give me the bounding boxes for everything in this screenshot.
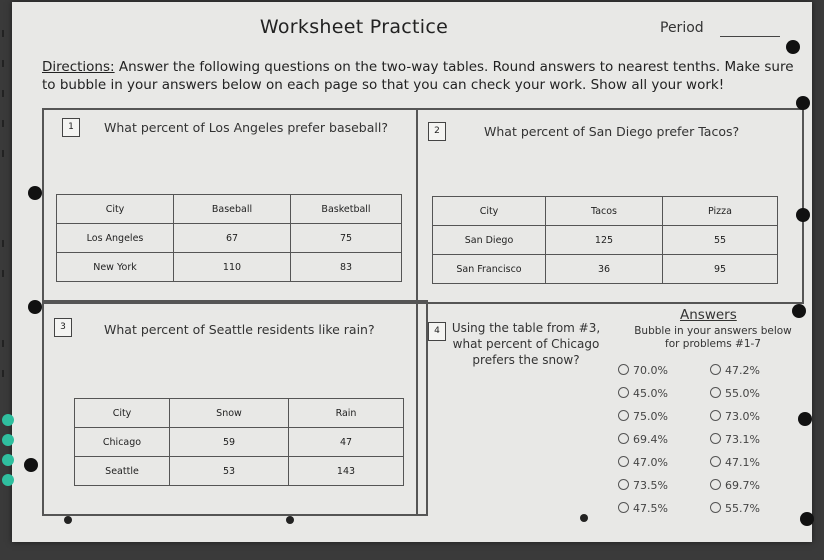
answer-choice[interactable]: 47.0% bbox=[618, 456, 668, 469]
bubble-icon bbox=[618, 364, 629, 375]
answer-choice[interactable]: 73.5% bbox=[618, 479, 668, 492]
table-cell: 67 bbox=[174, 224, 291, 253]
question-3-text: What percent of Seattle residents like rain? bbox=[104, 322, 375, 337]
table-header-row bbox=[433, 197, 778, 226]
directions bbox=[42, 58, 804, 94]
margin-dot bbox=[580, 514, 588, 522]
answer-choice[interactable]: 75.0% bbox=[618, 410, 668, 423]
margin-tick bbox=[2, 120, 4, 127]
directions-label: Directions: bbox=[42, 59, 115, 75]
bubble-icon bbox=[710, 410, 721, 421]
answer-choice[interactable]: 45.0% bbox=[618, 387, 668, 400]
margin-tick bbox=[2, 90, 4, 97]
question-number-4: 4 bbox=[428, 322, 446, 341]
binder-hole bbox=[28, 300, 42, 314]
table-cell: 53 bbox=[170, 457, 289, 486]
table-header-row bbox=[75, 399, 404, 428]
table-cell: Los Angeles bbox=[57, 224, 174, 253]
binder-hole bbox=[796, 96, 810, 110]
table-cell: 110 bbox=[174, 253, 291, 282]
header-cell: Snow bbox=[170, 399, 289, 428]
binder-hole bbox=[798, 412, 812, 426]
answer-choice[interactable]: 73.1% bbox=[710, 433, 760, 446]
bubble-icon bbox=[618, 456, 629, 467]
table-cell: Seattle bbox=[75, 457, 170, 486]
bubble-icon bbox=[710, 456, 721, 467]
margin-dot bbox=[286, 516, 294, 524]
directions-text: Answer the following questions on the two-way tables. Round answers to nearest tenths. Make sure to bubble in your answers below on each page so that you can check your work. Show all your work! bbox=[42, 59, 794, 93]
question-1-text: What percent of Los Angeles prefer baseball? bbox=[104, 120, 388, 135]
answer-choice[interactable]: 55.7% bbox=[710, 502, 760, 515]
bubble-icon bbox=[618, 433, 629, 444]
header-cell: Baseball bbox=[174, 195, 291, 224]
table-cell: 125 bbox=[546, 226, 663, 255]
q2-table bbox=[432, 196, 778, 284]
bubble-icon bbox=[618, 479, 629, 490]
bubble-icon bbox=[618, 502, 629, 513]
binder-hole bbox=[800, 512, 814, 526]
table-cell: 47 bbox=[289, 428, 404, 457]
q1-table bbox=[56, 194, 402, 282]
table-cell: New York bbox=[57, 253, 174, 282]
table-row bbox=[57, 224, 402, 253]
margin-tick bbox=[2, 370, 4, 377]
header-cell: Rain bbox=[289, 399, 404, 428]
answer-choice[interactable]: 55.0% bbox=[710, 387, 760, 400]
answer-choice[interactable]: 47.1% bbox=[710, 456, 760, 469]
period-label: Period bbox=[660, 20, 704, 36]
header-cell: City bbox=[75, 399, 170, 428]
margin-tick bbox=[2, 240, 4, 247]
worksheet-title: Worksheet Practice bbox=[259, 16, 449, 38]
table-cell: 59 bbox=[170, 428, 289, 457]
binder-hole bbox=[792, 304, 806, 318]
margin-tick bbox=[2, 270, 4, 277]
question-number-3: 3 bbox=[54, 318, 72, 337]
binder-hole bbox=[796, 208, 810, 222]
question-number-2: 2 bbox=[428, 122, 446, 141]
header-cell: Tacos bbox=[546, 197, 663, 226]
margin-dot bbox=[64, 516, 72, 524]
table-cell: 95 bbox=[663, 255, 778, 284]
answer-choice[interactable]: 47.2% bbox=[710, 364, 760, 377]
table-cell: San Francisco bbox=[433, 255, 546, 284]
question-4-text: Using the table from #3, what percent of Chicago prefers the snow? bbox=[451, 321, 601, 367]
question-number-1: 1 bbox=[62, 118, 80, 137]
table-header-row bbox=[57, 195, 402, 224]
top-divider bbox=[416, 108, 418, 302]
margin-dot bbox=[2, 474, 14, 486]
answer-choice[interactable]: 69.4% bbox=[618, 433, 668, 446]
table-cell: 83 bbox=[291, 253, 402, 282]
bubble-icon bbox=[710, 387, 721, 398]
answers-subtitle: Bubble in your answers below for problems #1-7 bbox=[634, 325, 792, 350]
bubble-icon bbox=[710, 433, 721, 444]
table-cell: 55 bbox=[663, 226, 778, 255]
period-blank bbox=[720, 36, 780, 37]
table-row bbox=[433, 255, 778, 284]
header-cell: City bbox=[57, 195, 174, 224]
table-cell: San Diego bbox=[433, 226, 546, 255]
answer-choice[interactable]: 73.0% bbox=[710, 410, 760, 423]
table-cell: 36 bbox=[546, 255, 663, 284]
table-cell: Chicago bbox=[75, 428, 170, 457]
worksheet-page bbox=[12, 2, 812, 542]
table-row bbox=[57, 253, 402, 282]
margin-tick bbox=[2, 340, 4, 347]
header-cell: Pizza bbox=[663, 197, 778, 226]
table-cell: 75 bbox=[291, 224, 402, 253]
binder-hole bbox=[28, 186, 42, 200]
bubble-icon bbox=[618, 387, 629, 398]
margin-dot bbox=[2, 414, 14, 426]
bubble-icon bbox=[618, 410, 629, 421]
bottom-divider bbox=[416, 300, 418, 514]
table-row bbox=[75, 428, 404, 457]
q3-table bbox=[74, 398, 404, 486]
margin-dot bbox=[2, 454, 14, 466]
margin-tick bbox=[2, 30, 4, 37]
table-cell: 143 bbox=[289, 457, 404, 486]
answer-choice[interactable]: 47.5% bbox=[618, 502, 668, 515]
bubble-icon bbox=[710, 502, 721, 513]
binder-hole bbox=[786, 40, 800, 54]
bubble-icon bbox=[710, 364, 721, 375]
margin-dot bbox=[2, 434, 14, 446]
margin-tick bbox=[2, 150, 4, 157]
answers-title: Answers bbox=[680, 307, 737, 323]
binder-hole bbox=[24, 458, 38, 472]
bubble-icon bbox=[710, 479, 721, 490]
header-cell: City bbox=[433, 197, 546, 226]
answer-choice[interactable]: 70.0% bbox=[618, 364, 668, 377]
margin-tick bbox=[2, 60, 4, 67]
question-2-text: What percent of San Diego prefer Tacos? bbox=[484, 124, 740, 139]
table-row bbox=[433, 226, 778, 255]
answer-choice[interactable]: 69.7% bbox=[710, 479, 760, 492]
header-cell: Basketball bbox=[291, 195, 402, 224]
table-row bbox=[75, 457, 404, 486]
